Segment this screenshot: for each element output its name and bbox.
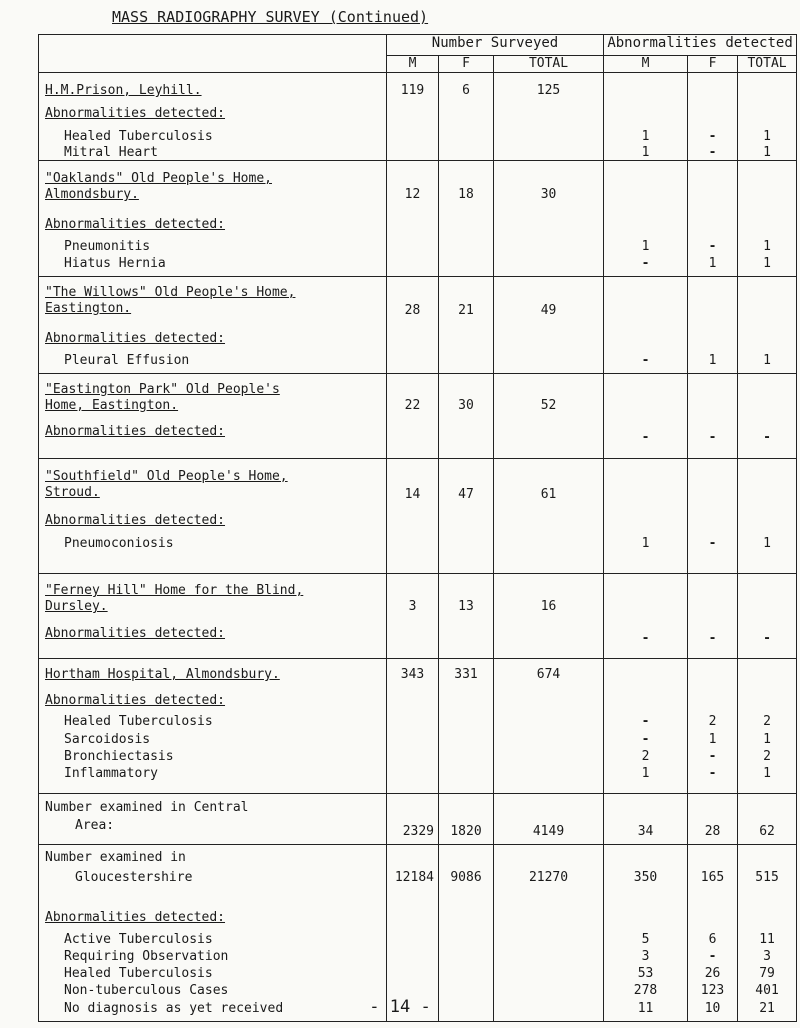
institution-name: H.M.Prison, Leyhill. (45, 83, 202, 98)
institution-name: "Oaklands" Old People's Home, (45, 171, 272, 186)
institution-cell (39, 161, 387, 277)
header-surveyed-total: TOTAL (494, 56, 604, 73)
central-af-cell (688, 794, 738, 845)
abnormal-t-cell (738, 374, 797, 459)
abnormal-f: - (708, 749, 717, 764)
abnormal-t-cell (738, 574, 797, 659)
abnormality-label: Non-tuberculous Cases (64, 983, 229, 998)
surveyed-f: 6 (462, 83, 470, 98)
surveyed-total: 125 (536, 83, 561, 98)
abnormal-m: 2 (641, 749, 650, 764)
abnormal-t-cell (738, 73, 797, 161)
surveyed-m: 119 (400, 83, 425, 98)
abnormality-label: Requiring Observation (64, 949, 229, 964)
abnormal-f-cell (688, 574, 738, 659)
abnormalities-heading: Abnormalities detected: (45, 513, 226, 528)
abnormalities-heading: Abnormalities detected: (45, 424, 226, 439)
abnormal-m: 1 (641, 129, 650, 144)
surveyed-total: 61 (540, 487, 557, 502)
abnormal-m: 1 (641, 536, 650, 551)
abnormality-label: Active Tuberculosis (64, 932, 213, 947)
abnormality-label: Pleural Effusion (64, 353, 190, 368)
central-total: 4149 (532, 824, 565, 839)
surveyed-m: 22 (404, 398, 421, 413)
table-row (39, 161, 797, 277)
abnormal-t: 1 (763, 766, 771, 781)
glos-m-cell (387, 845, 439, 1022)
surveyed-f: 13 (458, 599, 474, 614)
abnormal-t: 11 (759, 932, 775, 947)
surveyed-m-cell (387, 73, 439, 161)
glos-total-cell (494, 845, 604, 1022)
abnormal-f: 6 (708, 932, 717, 947)
surveyed-f: 47 (458, 487, 474, 502)
central-am: 34 (637, 824, 654, 839)
glos-at-cell (738, 845, 797, 1022)
surveyed-m: 12 (404, 187, 421, 202)
abnormal-f: 1 (708, 732, 717, 747)
abnormality-label: Healed Tuberculosis (64, 129, 213, 144)
abnormal-f: - (708, 949, 717, 964)
surveyed-f-cell (439, 161, 494, 277)
abnormal-f-cell (688, 277, 738, 374)
central-at: 62 (759, 824, 775, 839)
abnormality-label: Pneumonitis (64, 239, 151, 254)
surveyed-total-cell (494, 459, 604, 574)
central-f-cell (439, 794, 494, 845)
institution-name: Eastington. (45, 301, 132, 316)
abnormal-m: 53 (637, 966, 654, 981)
abnormal-t: - (763, 430, 771, 445)
abnormal-f: 2 (708, 714, 717, 729)
surveyed-f: 18 (458, 187, 474, 202)
surveyed-total: 674 (536, 667, 561, 682)
page-title: MASS RADIOGRAPHY SURVEY (Continued) (112, 8, 429, 26)
surveyed-total-cell (494, 374, 604, 459)
institution-name: Almondsbury. (45, 187, 139, 202)
abnormal-t-cell (738, 277, 797, 374)
abnormal-f: - (708, 239, 717, 254)
abnormal-m-cell (604, 161, 688, 277)
surveyed-m: 3 (408, 599, 417, 614)
abnormal-f-cell (688, 161, 738, 277)
abnormal-m: - (641, 732, 650, 747)
surveyed-f-cell (439, 374, 494, 459)
institution-name: Home, Eastington. (45, 398, 179, 413)
surveyed-f-cell (439, 659, 494, 794)
header-surveyed-f: F (439, 56, 494, 73)
abnormal-m-cell (604, 574, 688, 659)
abnormal-f: - (708, 536, 717, 551)
abnormal-t: 2 (763, 714, 771, 729)
institution-name: "Eastington Park" Old People's (45, 382, 280, 397)
table-row (39, 277, 797, 374)
table-row (39, 73, 797, 161)
abnormality-label: No diagnosis as yet received (64, 1001, 284, 1016)
abnormality-label: Healed Tuberculosis (64, 714, 213, 729)
surveyed-total-cell (494, 574, 604, 659)
surveyed-f-cell (439, 459, 494, 574)
glos-f-cell (439, 845, 494, 1022)
abnormal-m: 1 (641, 239, 650, 254)
abnormality-label: Bronchiectasis (64, 749, 174, 764)
abnormal-t: 1 (763, 353, 771, 368)
abnormal-f: 1 (708, 256, 717, 271)
institution-name: "Ferney Hill" Home for the Blind, (45, 583, 304, 598)
abnormal-m: - (641, 631, 650, 646)
abnormal-f: 1 (708, 353, 717, 368)
glos-label: Gloucestershire (75, 870, 193, 885)
central-m-cell (387, 794, 439, 845)
institution-cell (39, 459, 387, 574)
central-label-cell (39, 794, 387, 845)
abnormal-m-cell (604, 459, 688, 574)
abnormality-label: Pneumoconiosis (64, 536, 174, 551)
central-am-cell (604, 794, 688, 845)
abnormal-m: 1 (641, 145, 650, 160)
abnormal-t-cell (738, 659, 797, 794)
glos-at: 515 (755, 870, 779, 885)
header-number-surveyed: Number Surveyed (387, 35, 604, 56)
glos-m: 12184 (394, 870, 434, 885)
surveyed-total: 30 (540, 187, 557, 202)
abnormal-m-cell (604, 277, 688, 374)
institution-cell (39, 73, 387, 161)
abnormalities-heading: Abnormalities detected: (45, 217, 226, 232)
institution-cell (39, 374, 387, 459)
central-total-cell (494, 794, 604, 845)
header-abnormal-m: M (604, 56, 688, 73)
table-row (39, 574, 797, 659)
abnormal-t-cell (738, 459, 797, 574)
surveyed-m: 28 (404, 303, 421, 318)
abnormal-t: 3 (763, 949, 771, 964)
abnormal-f: 123 (700, 983, 725, 998)
abnormal-f-cell (688, 659, 738, 794)
abnormal-t: 1 (763, 536, 771, 551)
central-label: Area: (75, 818, 115, 833)
abnormal-m: 1 (641, 766, 650, 781)
institution-cell (39, 277, 387, 374)
abnormal-m-cell (604, 73, 688, 161)
abnormality-label: Sarcoidosis (64, 732, 151, 747)
abnormalities-heading: Abnormalities detected: (45, 626, 226, 641)
abnormal-f-cell (688, 73, 738, 161)
institution-name: "Southfield" Old People's Home, (45, 469, 288, 484)
glos-label: Number examined in (45, 850, 186, 865)
glos-af-cell (688, 845, 738, 1022)
surveyed-f: 30 (458, 398, 474, 413)
abnormal-f: - (708, 145, 717, 160)
abnormalities-heading: Abnormalities detected: (45, 693, 226, 708)
abnormality-label: Inflammatory (64, 766, 158, 781)
surveyed-total-cell (494, 161, 604, 277)
abnormality-label: Hiatus Hernia (64, 256, 166, 271)
abnormal-f: - (708, 129, 717, 144)
surveyed-total-cell (494, 277, 604, 374)
abnormal-t: 21 (759, 1001, 775, 1016)
abnormal-f: 26 (704, 966, 721, 981)
institution-cell (39, 659, 387, 794)
abnormal-f: - (708, 430, 717, 445)
abnormal-f: 10 (704, 1001, 721, 1016)
abnormal-t: 1 (763, 256, 771, 271)
glos-am: 350 (633, 870, 658, 885)
surveyed-total: 52 (540, 398, 557, 413)
abnormal-t: 1 (763, 145, 771, 160)
glos-am-cell (604, 845, 688, 1022)
surveyed-f: 331 (454, 667, 478, 682)
abnormal-m: 5 (641, 932, 650, 947)
abnormalities-heading: Abnormalities detected: (45, 910, 226, 925)
abnormal-m-cell (604, 659, 688, 794)
surveyed-m-cell (387, 374, 439, 459)
central-at-cell (738, 794, 797, 845)
central-label: Number examined in Central (45, 800, 249, 815)
central-area-row (39, 794, 797, 845)
survey-table (38, 34, 797, 1022)
abnormal-m: 11 (637, 1001, 654, 1016)
surveyed-total: 49 (540, 303, 557, 318)
table-row (39, 374, 797, 459)
surveyed-m: 343 (400, 667, 425, 682)
survey-table-body (39, 73, 797, 1022)
abnormal-t-cell (738, 161, 797, 277)
header-blank (39, 35, 387, 73)
abnormal-t: 79 (759, 966, 775, 981)
abnormal-t: 1 (763, 732, 771, 747)
institution-name: "The Willows" Old People's Home, (45, 285, 296, 300)
central-f: 1820 (450, 824, 482, 839)
surveyed-m-cell (387, 277, 439, 374)
abnormal-t: - (763, 631, 771, 646)
abnormal-m: - (641, 256, 650, 271)
surveyed-total-cell (494, 659, 604, 794)
surveyed-f-cell (439, 574, 494, 659)
glos-total: 21270 (528, 870, 569, 885)
glos-f: 9086 (450, 870, 482, 885)
page-number: - 14 - (369, 997, 431, 1017)
abnormality-label: Healed Tuberculosis (64, 966, 213, 981)
institution-name: Hortham Hospital, Almondsbury. (45, 667, 280, 682)
abnormal-m: 278 (633, 983, 658, 998)
abnormal-f-cell (688, 459, 738, 574)
surveyed-f: 21 (458, 303, 474, 318)
abnormal-t: 2 (763, 749, 771, 764)
abnormal-t: 1 (763, 129, 771, 144)
abnormalities-heading: Abnormalities detected: (45, 331, 226, 346)
institution-name: Dursley. (45, 599, 108, 614)
abnormal-m: 3 (641, 949, 650, 964)
institution-name: Stroud. (45, 485, 100, 500)
header-abnormal-total: TOTAL (738, 56, 797, 73)
table-row (39, 659, 797, 794)
gloucestershire-row (39, 845, 797, 1022)
abnormalities-heading: Abnormalities detected: (45, 106, 226, 121)
surveyed-m-cell (387, 574, 439, 659)
abnormal-t: 401 (755, 983, 779, 998)
header-abnormal-f: F (688, 56, 738, 73)
glos-af: 165 (700, 870, 725, 885)
abnormal-m: - (641, 714, 650, 729)
abnormal-f-cell (688, 374, 738, 459)
abnormal-m: - (641, 430, 650, 445)
abnormal-m-cell (604, 374, 688, 459)
abnormality-label: Mitral Heart (64, 145, 158, 160)
surveyed-total-cell (494, 73, 604, 161)
central-af: 28 (704, 824, 721, 839)
abnormal-f: - (708, 631, 717, 646)
surveyed-f-cell (439, 73, 494, 161)
surveyed-m: 14 (404, 487, 421, 502)
institution-cell (39, 574, 387, 659)
header-abnormalities-detected: Abnormalities detected (604, 35, 797, 56)
surveyed-m-cell (387, 459, 439, 574)
surveyed-total: 16 (540, 599, 557, 614)
abnormal-t: 1 (763, 239, 771, 254)
glos-label-cell (39, 845, 387, 1022)
abnormal-f: - (708, 766, 717, 781)
surveyed-f-cell (439, 277, 494, 374)
central-m: 2329 (402, 824, 434, 839)
surveyed-m-cell (387, 659, 439, 794)
abnormal-m: - (641, 353, 650, 368)
table-row (39, 459, 797, 574)
surveyed-m-cell (387, 161, 439, 277)
header-surveyed-m: M (387, 56, 439, 73)
